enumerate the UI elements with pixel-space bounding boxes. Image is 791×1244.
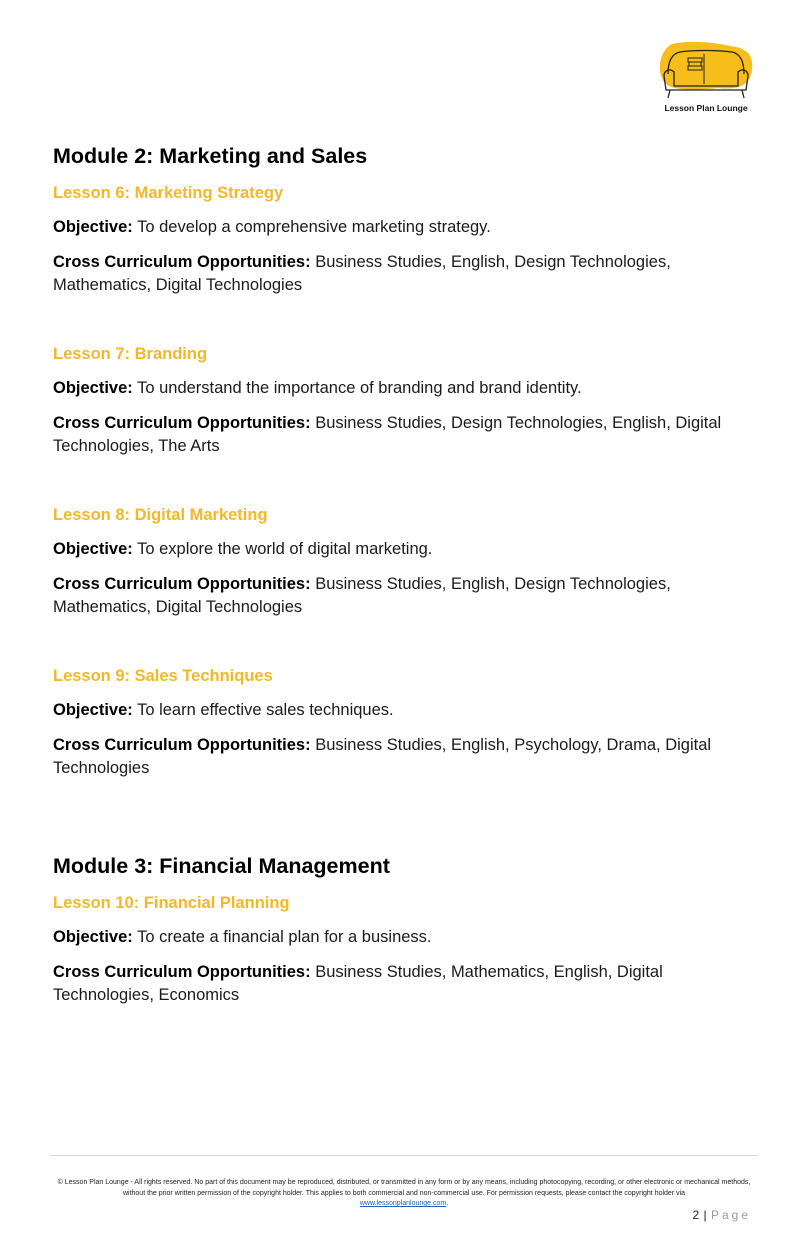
lesson-objective <box>53 216 753 239</box>
lesson-9 <box>53 665 753 780</box>
lesson-cross-curriculum <box>53 573 753 619</box>
cross-curriculum-label: Cross Curriculum Opportunities: <box>53 414 311 432</box>
lesson-objective <box>53 538 753 561</box>
cross-curriculum-label: Cross Curriculum Opportunities: <box>53 963 311 981</box>
objective-label: Objective: <box>53 218 133 236</box>
objective-text: To explore the world of digital marketing. <box>137 540 433 558</box>
objective-text: To understand the importance of branding and brand identity. <box>137 379 582 397</box>
module-title: Module 3: Financial Management <box>53 854 390 878</box>
cross-curriculum-label: Cross Curriculum Opportunities: <box>53 575 311 593</box>
lesson-6 <box>53 182 753 297</box>
objective-text: To learn effective sales techniques. <box>137 701 394 719</box>
lesson-cross-curriculum <box>53 251 753 297</box>
footer-copyright <box>50 1178 758 1210</box>
footer-divider <box>50 1155 758 1156</box>
link-suffix: . <box>446 1200 449 1207</box>
lesson-title: Lesson 6: Marketing Strategy <box>53 184 284 202</box>
copyright-text: © Lesson Plan Lounge - All rights reserved. No part of this document may be reproduced, distributed, or transmitted in any form or by any means, including photocopying, recording, or other electronic or mechanical methods, without the prior written permission of the copyright holder. This applies to both commercial and non-commercial use. For permission requests, please contact the copyright holder via <box>57 1179 751 1197</box>
objective-text: To create a financial plan for a business. <box>137 928 432 946</box>
brand-logo <box>656 40 756 116</box>
lesson-title: Lesson 8: Digital Marketing <box>53 506 268 524</box>
lesson-cross-curriculum <box>53 961 753 1007</box>
lesson-title: Lesson 10: Financial Planning <box>53 894 290 912</box>
objective-label: Objective: <box>53 928 133 946</box>
page-separator: | <box>703 1208 708 1222</box>
lesson-objective <box>53 377 753 400</box>
objective-label: Objective: <box>53 540 133 558</box>
lesson-objective <box>53 926 753 949</box>
module-title: Module 2: Marketing and Sales <box>53 144 368 168</box>
lesson-10 <box>53 892 753 1007</box>
lesson-title: Lesson 9: Sales Techniques <box>53 667 273 685</box>
logo-label: Lesson Plan Lounge <box>664 103 748 113</box>
document-body <box>53 142 753 1007</box>
page-number-value: 2 <box>692 1208 700 1222</box>
lesson-title: Lesson 7: Branding <box>53 345 208 363</box>
lesson-7 <box>53 343 753 458</box>
objective-label: Objective: <box>53 379 133 397</box>
objective-text: To develop a comprehensive marketing strategy. <box>137 218 491 236</box>
lesson-cross-curriculum <box>53 734 753 780</box>
sofa-logo-icon <box>658 40 754 102</box>
cross-curriculum-label: Cross Curriculum Opportunities: <box>53 736 311 754</box>
lesson-8 <box>53 504 753 619</box>
page-word: Page <box>710 1208 751 1222</box>
cross-curriculum-label: Cross Curriculum Opportunities: <box>53 253 311 271</box>
cross-curriculum-text: Business Studies, English, Psychology, Drama, Digital Technologies <box>53 736 712 777</box>
cross-curriculum-text: Business Studies, Mathematics, English, Digital Technologies, Economics <box>53 963 663 1004</box>
lesson-objective <box>53 699 753 722</box>
website-link[interactable]: www.lessonplanlounge.com <box>359 1200 447 1207</box>
cross-curriculum-text: Business Studies, English, Design Technologies, Mathematics, Digital Technologies <box>53 575 671 616</box>
page-number <box>692 1208 751 1222</box>
objective-label: Objective: <box>53 701 133 719</box>
cross-curriculum-text: Business Studies, Design Technologies, English, Digital Technologies, The Arts <box>53 414 722 455</box>
lesson-cross-curriculum <box>53 412 753 458</box>
cross-curriculum-text: Business Studies, English, Design Technologies, Mathematics, Digital Technologies <box>53 253 671 294</box>
